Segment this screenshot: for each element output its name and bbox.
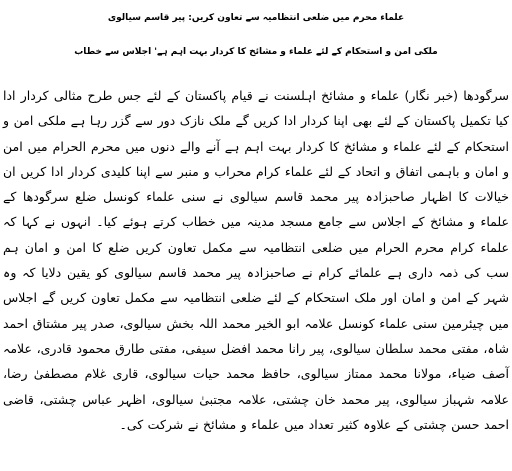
headline-main: علماء محرم میں ضلعی انتظامیہ سے تعاون کریں: پیر قاسم سیالوی (107, 13, 405, 23)
headline-sub: ملکی امن و استحکام کے لئے علماء و مشائخ کا کردار بہت اہم ہے' اجلاس سے خطاب (74, 47, 438, 57)
article-body: سرگودھا (خبر نگار) علماء و مشائخ اہلسنت نے قیام پاکستان کے لئے جس طرح مثالی کردار ادا کیا تکمیل پاکستان کے لئے بھی اپنا کردار ادا کریں گے ملک نازک دور سے گزر رہا ہے ملکی امن و استحکام کے لئے علماء و مشائخ کا کردار بہت اہم ہے آنے والے دنوں میں محرم الحرام میں امن و امان و باہمی اتفاق و اتحاد کے لئے علماء کرام محراب و منبر سے اپنا کلیدی کردار ادا کریں ان خیالات کا اظہار صاحبزادہ پیر محمد قاسم سیالوی نے سنی علماء کونسل ضلع سرگودھا کے علماء و مشائخ کے اجلاس سے جامع مسجد مدینہ میں خطاب کرتے ہوئے کیا۔ انہوں نے کہا کہ علماء کرام محرم الحرام میں ضلعی انتظامیہ سے مکمل تعاون کریں ضلع کا امن و امان ہم سب کی ذمہ داری ہے علمائے کرام نے صاحبزادہ پیر محمد قاسم سیالوی کو یقین دلایا کہ وہ شہر کے امن و امان اور ملک استحکام کے لئے ضلعی انتظامیہ سے مکمل تعاون کریں گے اجلاس میں چیئرمین سنی علماء کونسل علامہ ابو الخیر محمد اللہ بخش سیالوی، صدر پیر مشتاق احمد شاہ، مفتی محمد سلطان سیالوی، پیر رانا محمد افضل سیفی، مفتی طارق محمود قادری، علامہ آصف ضیاء، مولانا محمد ممتاز سیالوی، حافظ محمد حیات سیالوی، قاری غلام مصطفیٰ رضا، علامہ شہباز سیالوی، پیر محمد خان چشتی، علامہ مجتبیٰ سیالوی، اظہر عباس چشتی، قاضی احمد حسن چشتی کے علاوہ کثیر تعداد میں علماء و مشائخ نے شرکت کی۔ (3, 88, 509, 432)
